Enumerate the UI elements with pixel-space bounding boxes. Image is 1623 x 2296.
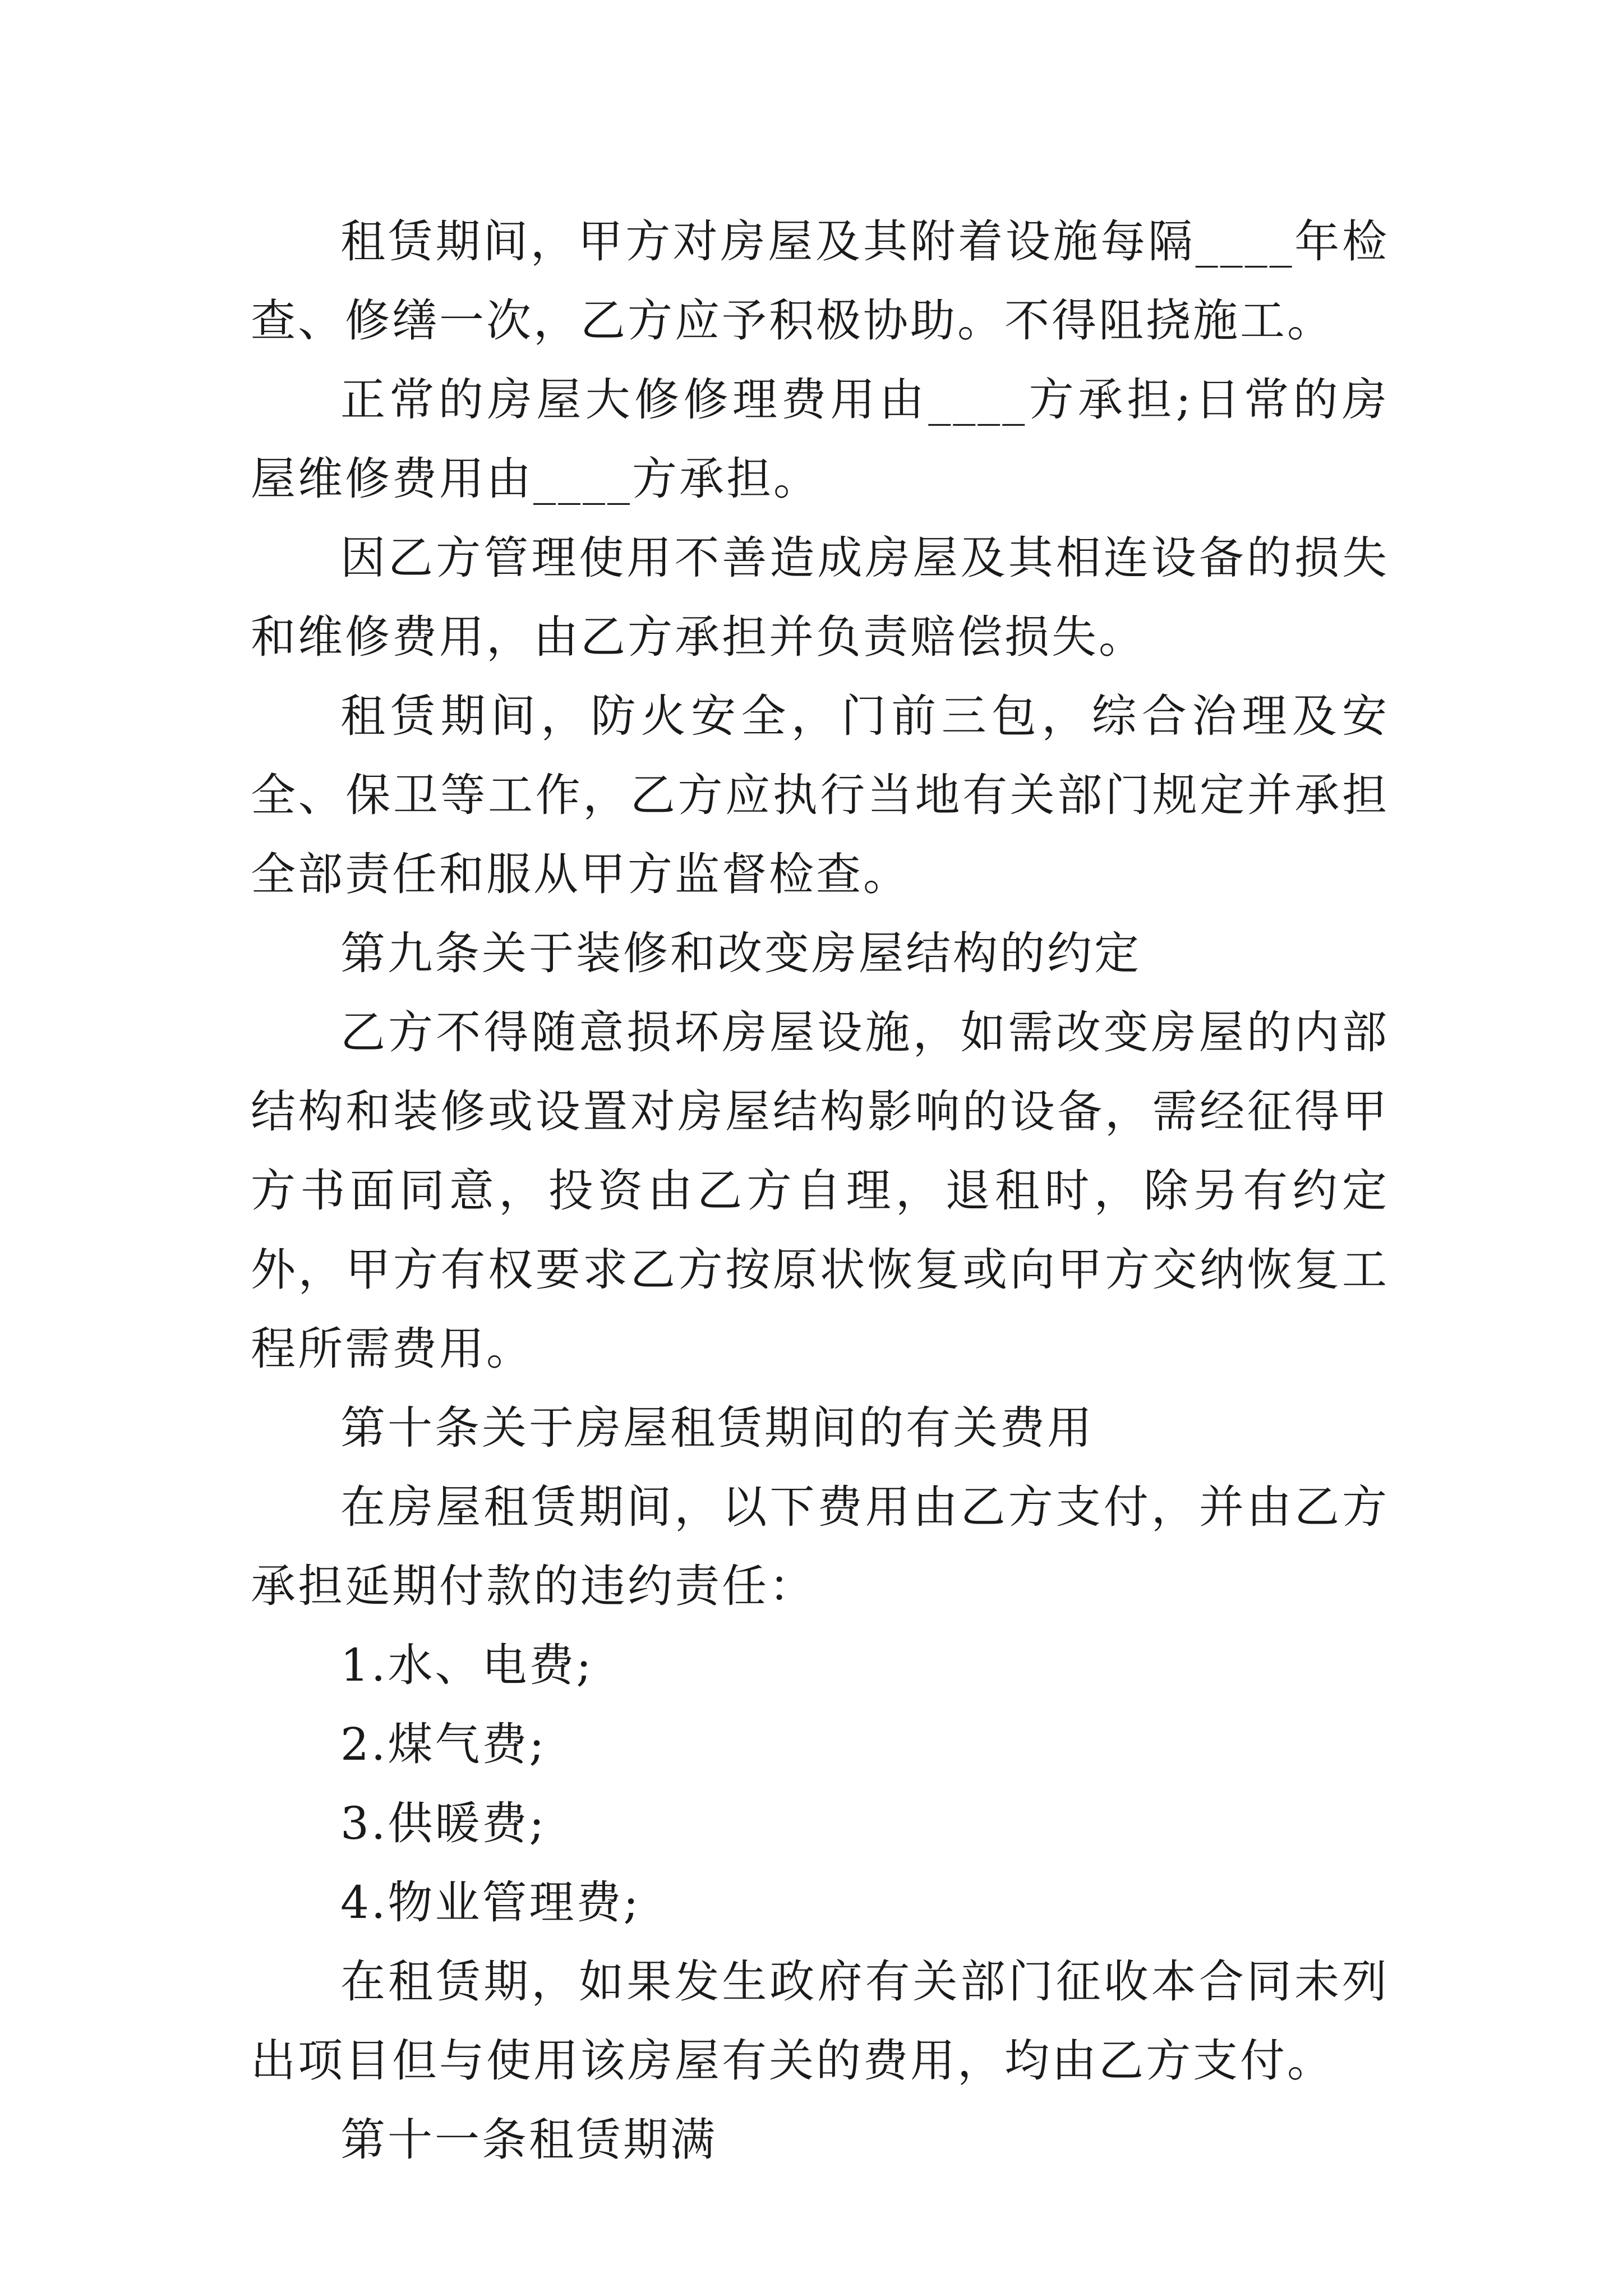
article-11-heading: 第十一条租赁期满	[340, 2114, 717, 2166]
paragraph-inspection: 租赁期间，甲方对房屋及其附着设施每隔____年检查、修缮一次，乙方应予积极协助。不得阻挠施工。	[251, 215, 1389, 347]
paragraph-renovation: 乙方不得随意损坏房屋设施，如需改变房屋的内部结构和装修或设置对房屋结构影响的设备，需经征得甲方书面同意，投资由乙方自理，退租时，除另有约定外，甲方有权要求乙方按原状恢复或向甲方交纳恢复工程所需费用。	[251, 1006, 1389, 1375]
list-item-property-management: 4.物业管理费;	[340, 1876, 641, 1929]
document-body	[251, 202, 1389, 2179]
paragraph-fees-intro: 在房屋租赁期间，以下费用由乙方支付，并由乙方承担延期付款的违约责任：	[251, 1481, 1389, 1612]
paragraph-damage-liability: 因乙方管理使用不善造成房屋及其相连设备的损失和维修费用，由乙方承担并负责赔偿损失。	[251, 532, 1389, 663]
paragraph-other-fees: 在租赁期，如果发生政府有关部门征收本合同未列出项目但与使用该房屋有关的费用，均由乙方支付。	[251, 1955, 1389, 2087]
article-9-heading: 第九条关于装修和改变房屋结构的约定	[340, 927, 1141, 979]
list-item-water-electricity: 1.水、电费;	[340, 1639, 594, 1691]
article-10-heading: 第十条关于房屋租赁期间的有关费用	[340, 1402, 1094, 1454]
list-item-heating: 3.供暖费;	[340, 1797, 547, 1849]
paragraph-safety: 租赁期间，防火安全，门前三包，综合治理及安全、保卫等工作，乙方应执行当地有关部门规定并承担全部责任和服从甲方监督检查。	[251, 690, 1389, 900]
list-item-gas: 2.煤气费;	[340, 1718, 547, 1770]
paragraph-repair-costs: 正常的房屋大修修理费用由____方承担;日常的房屋维修费用由____方承担。	[251, 374, 1389, 505]
